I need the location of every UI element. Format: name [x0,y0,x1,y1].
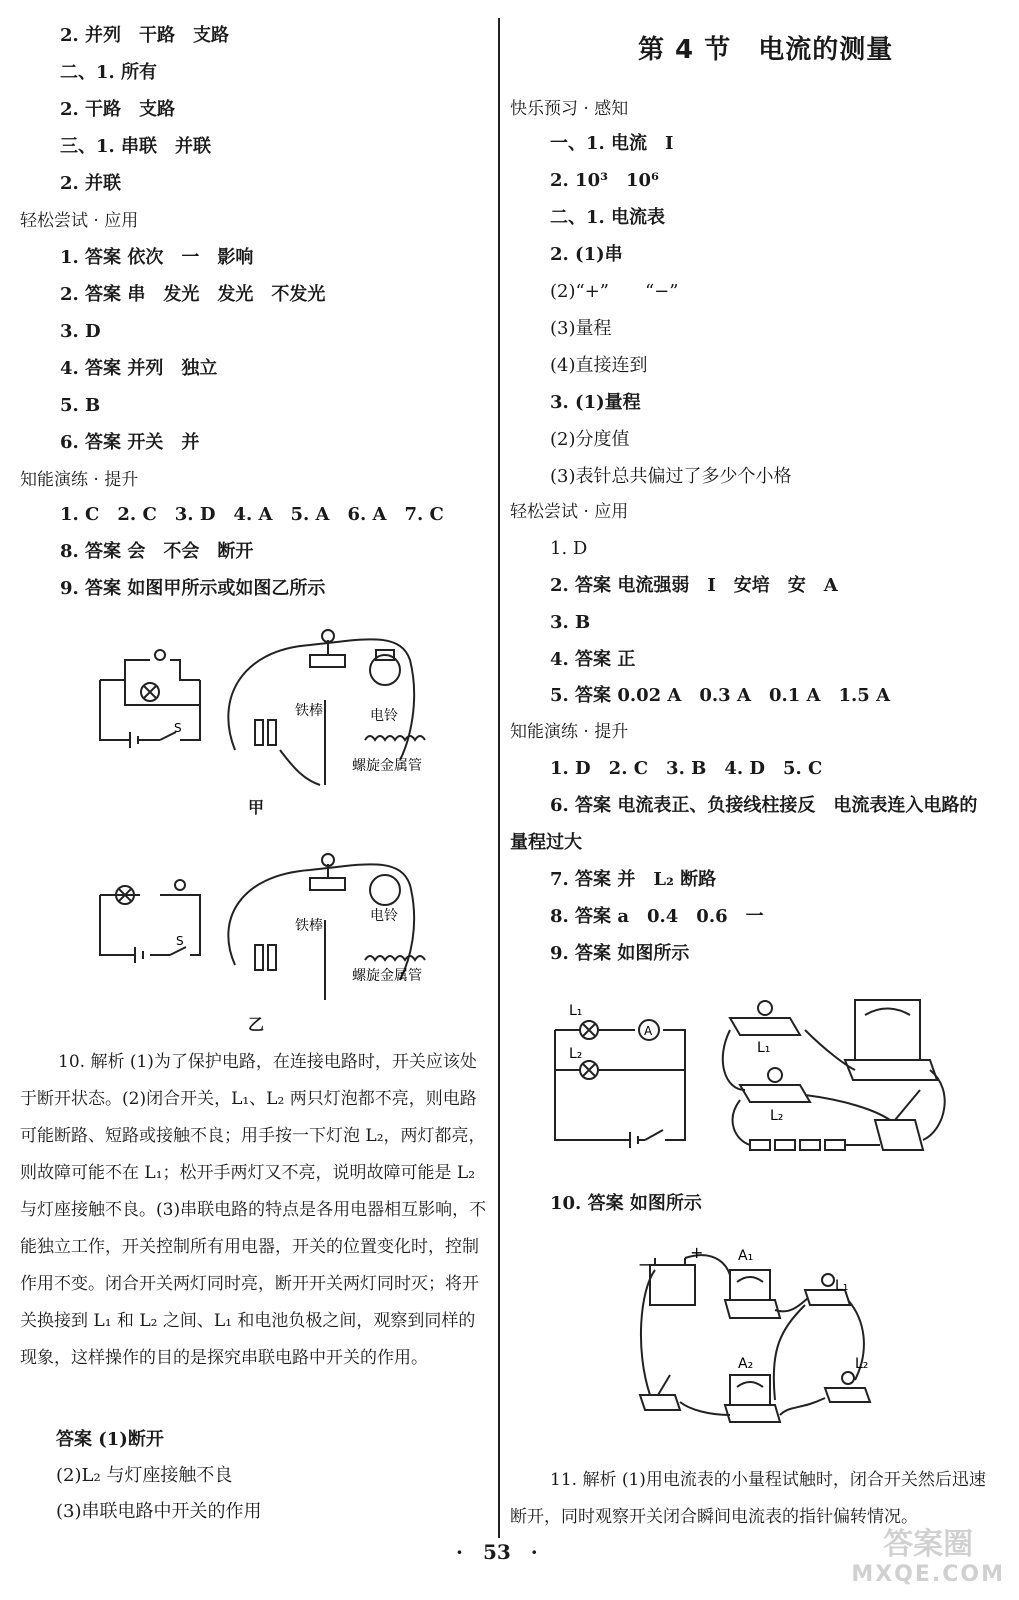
answer-line: 量程过大 [510,832,582,853]
answer-line: 二、1. 电流表 [550,207,666,228]
battery-minus: − [638,1255,652,1274]
answer-line: (2)分度值 [550,429,630,450]
coil-label: 螺旋金属管 [352,758,422,774]
answer-line: 2. (1)串 [550,244,623,265]
label-L2: L₂ [569,1046,583,1062]
watermark [851,1527,1005,1590]
column-divider [498,18,500,1538]
answer-line: 1. 答案 依次 一 影响 [60,247,254,268]
answer-line: 2. 并联 [60,173,122,194]
answer-line: 一、1. 电流 I [550,133,674,154]
answer-line: 3. D [60,321,101,342]
analysis-q11: 11. 解析 (1)用电流表的小量程试触时，闭合开关然后迅速断开，同时观察开关闭合瞬间电流表的指针偏转情况。 [510,1470,986,1527]
switch-label: S [174,721,182,735]
answer-line: (2)“+” “−” [550,281,679,302]
answer-line: 2. 干路 支路 [60,99,176,120]
answer-line: 7. 答案 并 L₂ 断路 [550,869,717,890]
section-heading: 快乐预习 · 感知 [510,99,629,119]
watermark-url: MXQE.COM [851,1562,1005,1587]
circuit-diagram-q10 [630,1230,890,1430]
answer-line: 4. 答案 并列 独立 [60,358,218,379]
section-heading: 知能演练 · 提升 [20,470,139,490]
answer-line: 三、1. 串联 并联 [60,136,212,157]
label-L1: L₁ [835,1278,849,1294]
label-L1: L₁ [569,1003,583,1019]
label-L2: L₂ [855,1356,869,1372]
answer-line: (3)串联电路中开关的作用 [56,1501,262,1522]
bell-label: 电铃 [370,908,398,924]
answer-line: 2. 答案 电流强弱 I 安培 安 A [550,575,838,596]
answer-line: 5. 答案 0.02 A 0.3 A 0.1 A 1.5 A [550,685,891,706]
answer-line: 二、1. 所有 [60,62,158,83]
rod-label: 铁棒 [295,918,323,934]
analysis-q10: 10. 解析 (1)为了保护电路，在连接电路时，开关应该处于断开状态。(2)闭合开关，L₁、L₂ 两只灯泡都不亮，则电路可能断路、短路或接触不良；用手按一下灯泡 L₂，两灯都亮，则故障可能不在 L₁；松开手两灯又不亮，说明故障可能是 L₂ 与灯座接触不良。(3)串联电路的特点是各用电器相互影响，不能独立工作，开关控制所有用电器，开关的位置变化时，控制作用不变。闭合开关两灯同时亮，断开开关两灯同时灭；将开关换接到 L₁ 和 L₂ 之间、L₁ 和电池负极之间，观察到同样的现象，这样操作的目的是探究串联电路中开关的作用。 [20,1052,487,1368]
answer-line: 2. 10³ 10⁶ [550,170,659,191]
answer-line: 2. 并列 干路 支路 [60,25,230,46]
label-L2: L₂ [770,1108,784,1124]
answer-line: 1. D 2. C 3. B 4. D 5. C [550,758,823,779]
section-title: 第 4 节 电流的测量 [638,35,894,65]
answer-line: 2. 答案 串 发光 发光 不发光 [60,284,326,305]
answer-line: (3)表针总共偏过了多少个小格 [550,466,792,487]
label-A2: A₂ [738,1356,754,1372]
page-number: · 53 · [456,1540,538,1564]
circuit-diagram-q9 [545,990,1005,1190]
label-L1: L₁ [757,1040,771,1056]
answer-line: 5. B [60,395,101,416]
answer-line: 6. 答案 开关 并 [60,432,200,453]
answer-line: 9. 答案 如图甲所示或如图乙所示 [60,578,326,599]
battery-plus: + [690,1243,704,1262]
answer-line: 4. 答案 正 [550,649,636,670]
circuit-diagram-jia [80,620,460,800]
figure-caption-jia: 甲 [248,798,265,817]
watermark-text: 答案圈 [883,1527,974,1562]
rod-label: 铁棒 [295,703,323,719]
answer-line: 答案 (1)断开 [56,1429,164,1450]
answer-line: 1. D [550,538,588,559]
answer-line: 8. 答案 会 不会 断开 [60,541,254,562]
answer-line: (2)L₂ 与灯座接触不良 [56,1465,233,1486]
label-ammeter: A [644,1024,653,1038]
section-heading: 轻松尝试 · 应用 [20,211,139,231]
section-heading: 知能演练 · 提升 [510,722,629,742]
coil-label: 螺旋金属管 [352,968,422,984]
section-heading: 轻松尝试 · 应用 [510,502,629,522]
answer-line: 1. C 2. C 3. D 4. A 5. A 6. A 7. C [60,504,444,525]
answer-line: 3. (1)量程 [550,392,641,413]
figure-caption-yi: 乙 [248,1015,265,1034]
answer-line: 8. 答案 a 0.4 0.6 一 [550,906,764,927]
label-A1: A₁ [738,1248,754,1264]
answer-line: 6. 答案 电流表正、负接线柱接反 电流表连入电路的 [550,795,978,816]
answer-line: 10. 答案 如图所示 [550,1193,702,1214]
bell-label: 电铃 [370,708,398,724]
answer-line: (3)量程 [550,318,612,339]
answer-line: 3. B [550,612,591,633]
switch-label: S [176,934,184,948]
answer-line: (4)直接连到 [550,355,648,376]
circuit-diagram-yi [80,850,460,1010]
answer-line: 9. 答案 如图所示 [550,943,690,964]
